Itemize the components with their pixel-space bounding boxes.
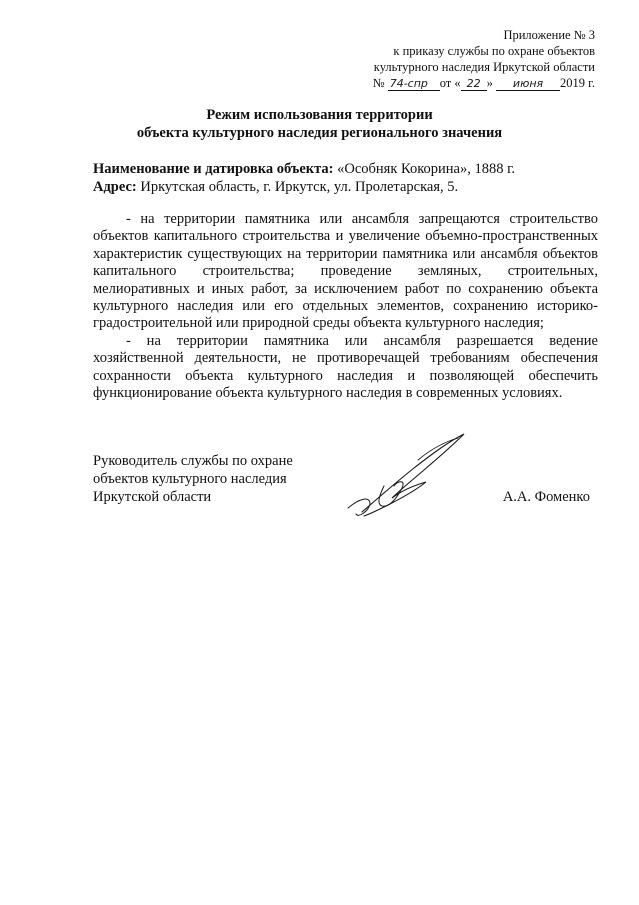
appendix-number: Приложение № 3: [503, 28, 595, 42]
order-date-close: »: [486, 76, 493, 90]
object-address-label: Адрес:: [93, 179, 137, 195]
document-title: [0, 106, 639, 142]
object-address-row: [93, 178, 598, 196]
appendix-agency: культурного наследия Иркутской области: [373, 60, 595, 74]
regime-permissions: - на территории памятника или ансамбля разрешается ведение хозяйственной деятельности, не противоречащей требованиям обеспечения сохранности объекта культурного наследия и позволяющей обеспечить функционирование объекта культурного наследия в современных условиях.: [93, 332, 598, 402]
signature-stroke-main: [362, 434, 464, 516]
order-number-handwritten: 74-спр: [388, 78, 440, 91]
order-number-date: [373, 75, 595, 91]
order-date-from: от «: [439, 76, 461, 90]
object-name-value: «Особняк Кокорина», 1888 г.: [337, 161, 516, 177]
title-line-2: объекта культурного наследия регионального значения: [136, 125, 503, 141]
handwritten-signature: [340, 428, 480, 524]
appendix-header: [373, 27, 595, 91]
signatory-position-line-1: Руководитель службы по охране: [93, 453, 293, 469]
object-address-value: Иркутская область, г. Иркутск, ул. Пролетарская, 5.: [140, 179, 459, 195]
order-date-month-handwritten: июня: [496, 78, 560, 91]
signatory-position: [93, 452, 293, 506]
regime-prohibitions: - на территории памятника или ансамбля запрещаются строительство объектов капитального строительства и увеличение объемно-пространственных характеристик существующих на территории памятника или ансамбля объектов капитального строительства; проведение земляных, строительных, мелиоративных и иных работ, за исключением работ по сохранению объекта культурного наследия или его отдельных элементов, сохранению историко-градостроительной или природной среды объекта культурного наследия;: [93, 211, 598, 332]
object-name-row: [93, 160, 598, 178]
signatory-name: А.А. Фоменко: [502, 489, 590, 505]
order-number-prefix: №: [372, 76, 385, 90]
signatory-position-line-3: Иркутской области: [93, 489, 212, 505]
object-info: [93, 160, 598, 196]
regime-text: [93, 211, 598, 402]
order-date-day-handwritten: 22: [461, 78, 487, 91]
appendix-order-ref: к приказу службы по охране объектов: [393, 44, 595, 58]
signatory-position-line-2: объектов культурного наследия: [93, 471, 287, 487]
object-name-label: Наименование и датировка объекта:: [93, 161, 334, 177]
title-line-1: Режим использования территории: [206, 107, 433, 123]
order-date-year: 2019 г.: [560, 76, 595, 90]
